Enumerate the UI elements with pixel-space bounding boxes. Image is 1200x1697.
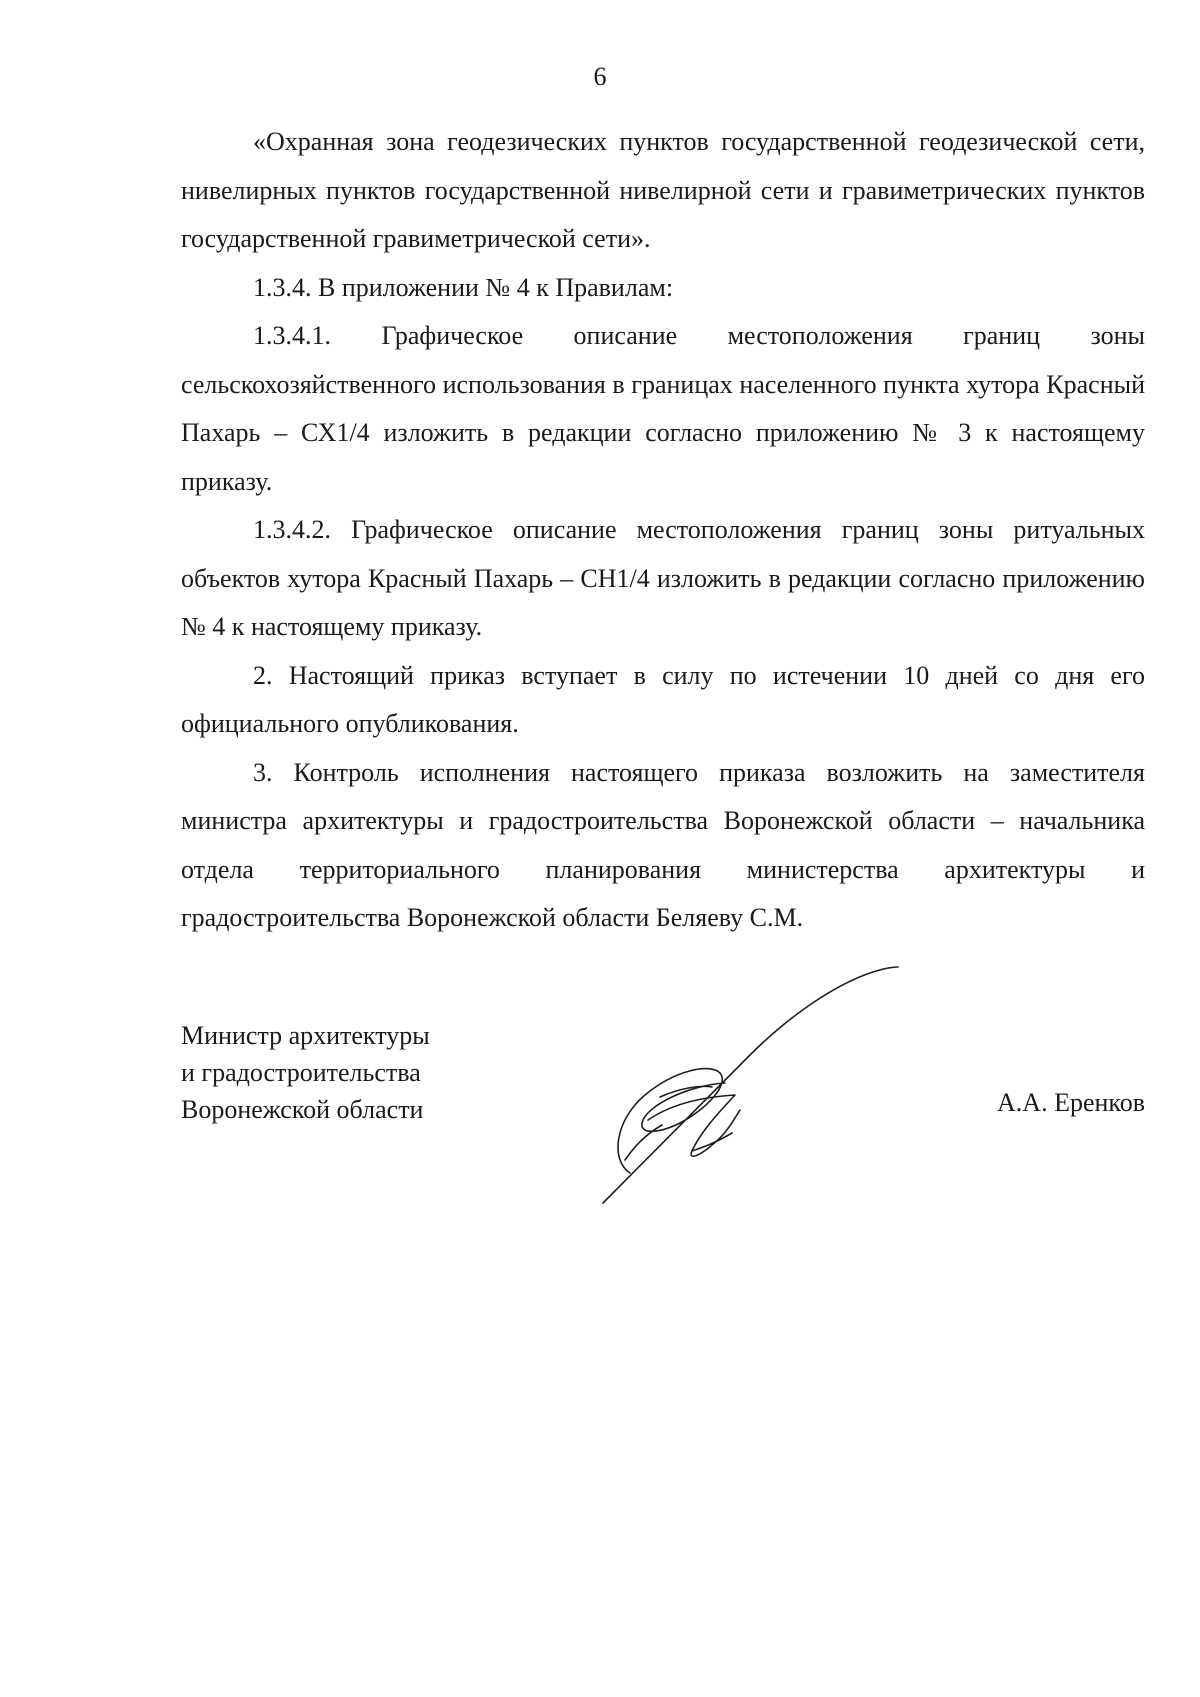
paragraph-1-3-4-1: 1.3.4.1. Графическое описание местоположения границ зоны сельскохозяйственного использования в границах населенного пункта хутора Красный Пахарь – СХ1/4 изложить в редакции согласно приложению № 3 к настоящему приказу.	[181, 321, 1145, 496]
paragraph-protected-zone-name: «Охранная зона геодезических пунктов государственной геодезической сети, нивелирных пунктов государственной нивелирной сети и гравиметрических пунктов государственной гравиметрической сети».	[181, 127, 1145, 253]
paragraph-1-3-4-2: 1.3.4.2. Графическое описание местоположения границ зоны ритуальных объектов хутора Красный Пахарь – СН1/4 изложить в редакции согласно приложению № 4 к настоящему приказу.	[181, 515, 1145, 641]
signer-position-line: и градостроительства	[181, 1058, 421, 1087]
paragraph-2-effective-date: 2. Настоящий приказ вступает в силу по истечении 10 дней со дня его официального опубликования.	[181, 660, 1145, 738]
paragraph-1-3-4: 1.3.4. В приложении № 4 к Правилам:	[253, 272, 674, 302]
document-body	[181, 118, 1145, 943]
handwritten-signature	[600, 945, 960, 1205]
page-number: 6	[593, 62, 607, 91]
paragraph-3-control: 3. Контроль исполнения настоящего приказа возложить на заместителя министра архитектуры и градостроительства Воронежской области – начальника отдела территориального планирования министерства архитектуры и градостроительства Воронежской области Беляеву С.М.	[181, 757, 1145, 932]
signer-name: А.А. Еренков	[997, 1088, 1145, 1117]
signer-position-line: Воронежской области	[181, 1095, 424, 1124]
signer-position	[181, 1017, 430, 1128]
signer-position-line: Министр архитектуры	[181, 1021, 430, 1050]
